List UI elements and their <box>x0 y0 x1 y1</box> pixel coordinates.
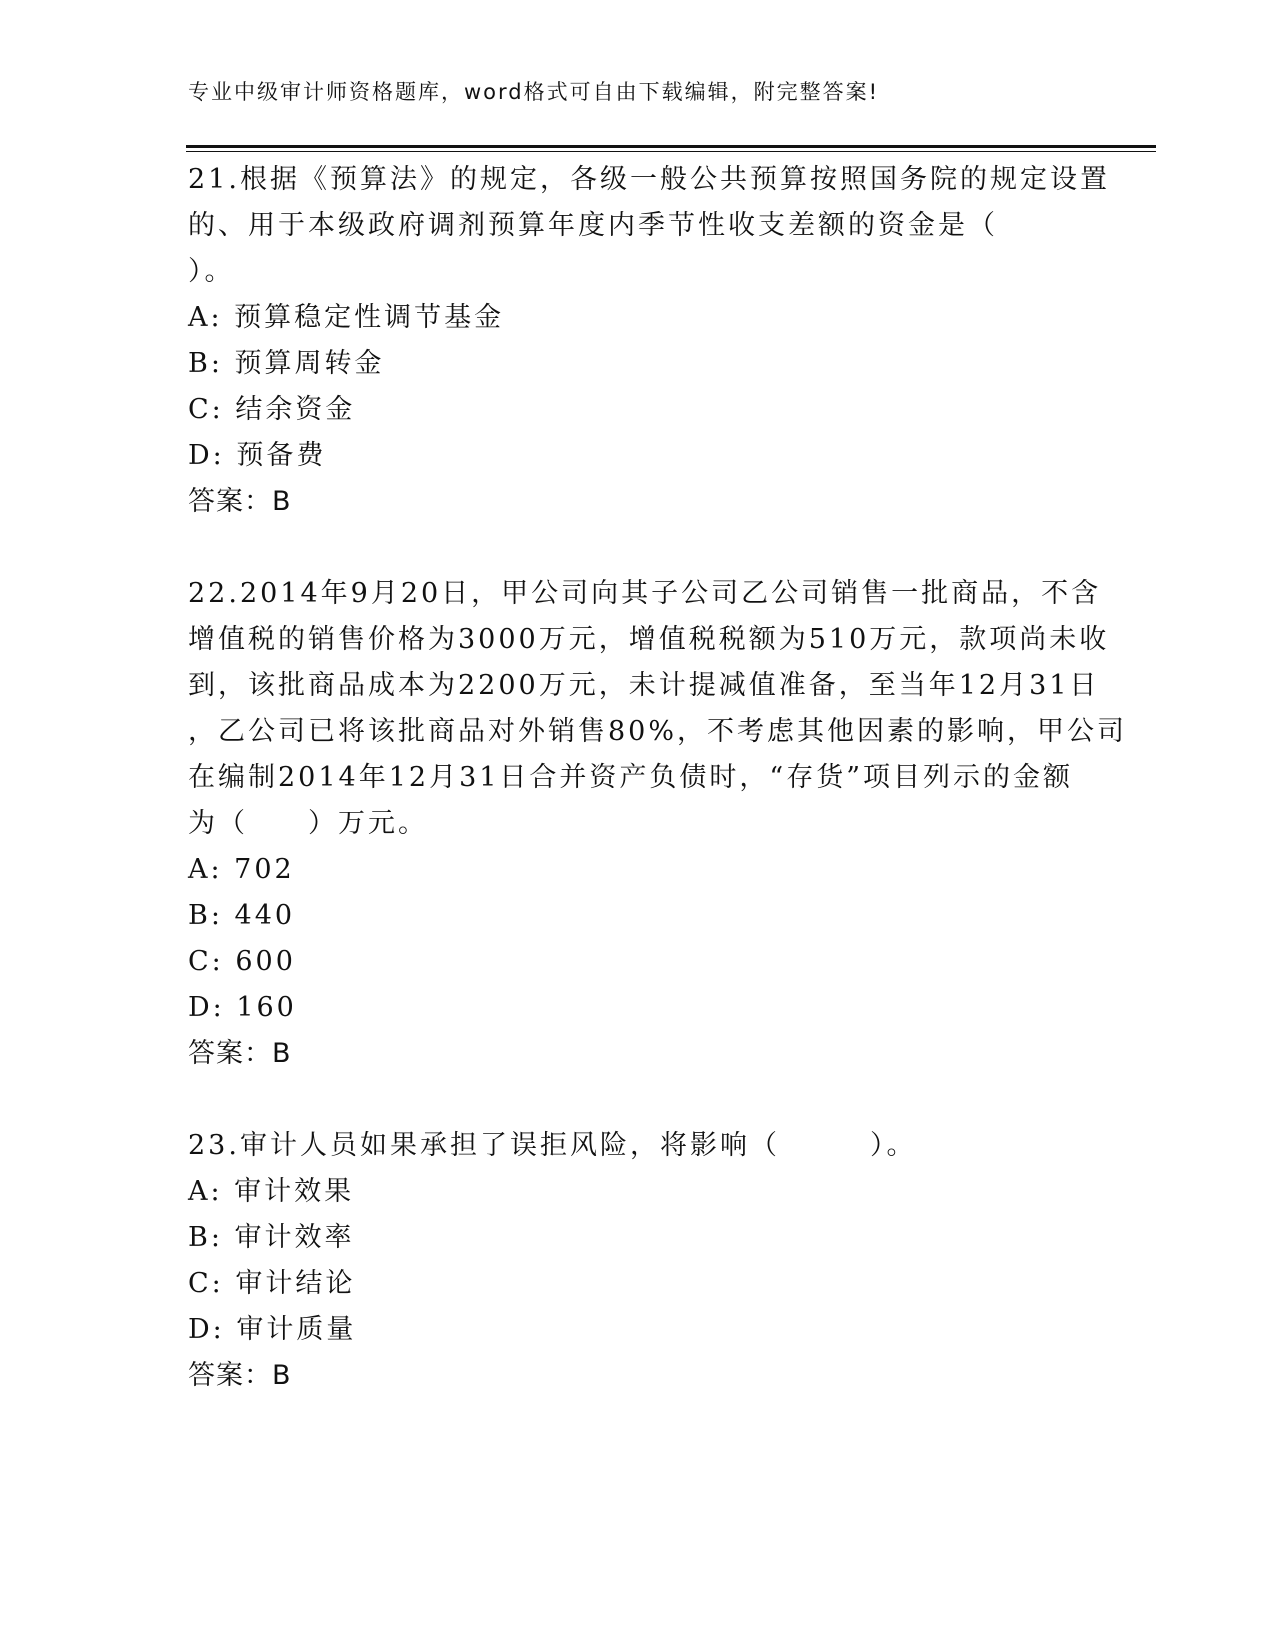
question-text-line: ，乙公司已将该批商品对外销售80%，不考虑其他因素的影响，甲公司 <box>188 716 1128 747</box>
question-23 <box>188 1123 1088 1399</box>
option-b: B: 审计效率 <box>188 1222 355 1253</box>
option-c: C: 审计结论 <box>188 1268 356 1299</box>
question-text-line: 23.审计人员如果承担了误拒风险，将影响（ ）。 <box>188 1130 917 1161</box>
spacer <box>188 1077 1088 1123</box>
answer: 答案：B <box>188 1038 292 1069</box>
question-text-line: ）。 <box>188 256 235 287</box>
question-text-line: 21.根据《预算法》的规定，各级一般公共预算按照国务院的规定设置 <box>188 164 1110 195</box>
header-rule-thin <box>186 151 1156 152</box>
option-c: C: 600 <box>188 946 296 977</box>
option-b: B: 440 <box>188 900 296 931</box>
question-list <box>188 157 1128 1399</box>
option-a: A: 审计效果 <box>188 1176 355 1207</box>
option-d: D: 预备费 <box>188 440 327 471</box>
option-d: D: 160 <box>188 992 297 1023</box>
question-22 <box>188 571 1128 1077</box>
question-text-line: 为（ ）万元。 <box>188 808 428 839</box>
option-a: A: 702 <box>188 854 295 885</box>
option-a: A: 预算稳定性调节基金 <box>188 302 505 333</box>
question-text-line: 的、用于本级政府调剂预算年度内季节性收支差额的资金是（ <box>188 210 998 241</box>
question-21 <box>188 157 1110 525</box>
question-text-line: 增值税的销售价格为3000万元，增值税税额为510万元，款项尚未收 <box>188 624 1110 655</box>
option-d: D: 审计质量 <box>188 1314 357 1345</box>
header-rule-thick <box>186 145 1156 148</box>
question-text-line: 22.2014年9月20日，甲公司向其子公司乙公司销售一批商品，不含 <box>188 578 1102 609</box>
answer: 答案：B <box>188 486 292 517</box>
option-c: C: 结余资金 <box>188 394 356 425</box>
option-b: B: 预算周转金 <box>188 348 385 379</box>
answer: 答案：B <box>188 1360 292 1391</box>
spacer <box>188 525 1088 571</box>
question-text-line: 到，该批商品成本为2200万元，未计提减值准备，至当年12月31日 <box>188 670 1100 701</box>
question-text-line: 在编制2014年12月31日合并资产负债时，“存货”项目列示的金额 <box>188 762 1074 793</box>
page-header: 专业中级审计师资格题库，word格式可自由下载编辑，附完整答案! <box>188 80 880 104</box>
